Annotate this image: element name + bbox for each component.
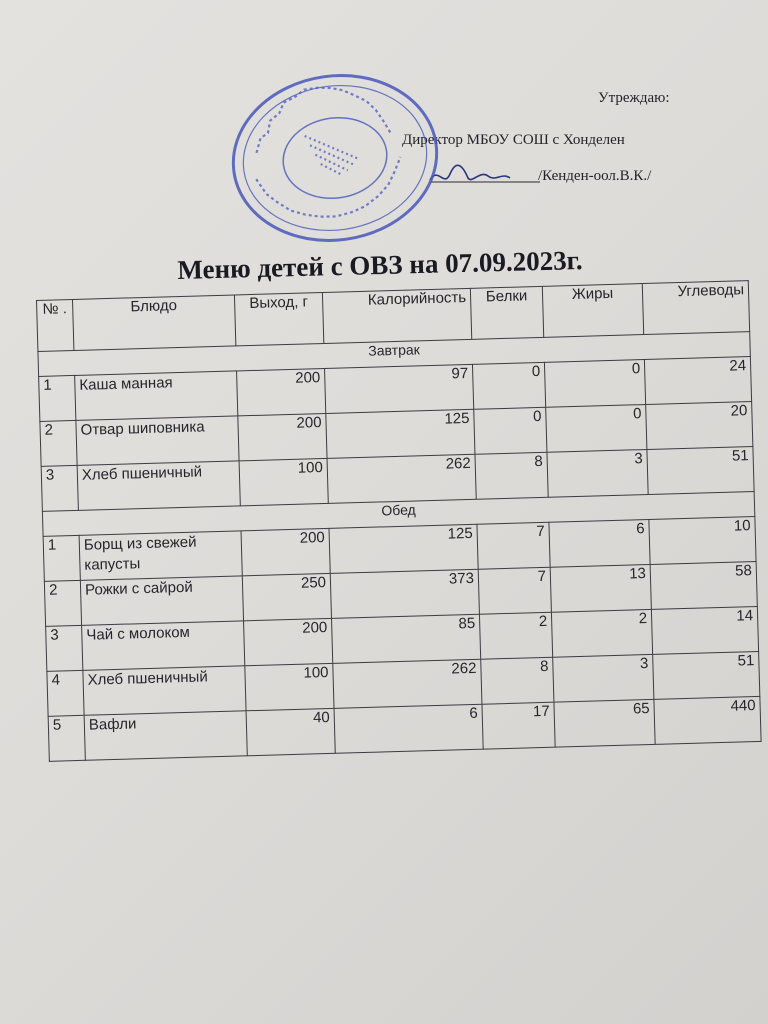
dish-calories: 97 <box>325 364 474 413</box>
dish-output: 200 <box>241 528 330 575</box>
section-title: Завтрак <box>38 332 750 377</box>
dish-number: 3 <box>46 625 83 671</box>
dish-calories: 262 <box>327 454 476 503</box>
header-protein: Белки <box>470 286 543 339</box>
menu-title: Меню детей с ОВЗ на 07.09.2023г. <box>177 245 583 285</box>
dish-output: 100 <box>245 663 334 710</box>
dish-calories: 262 <box>333 659 482 708</box>
dish-output: 200 <box>237 368 326 415</box>
dish-number: 1 <box>39 375 76 421</box>
dish-carbs: 10 <box>649 517 756 565</box>
dish-protein: 0 <box>472 362 545 409</box>
dish-name: Каша манная <box>75 371 238 421</box>
dish-protein: 17 <box>482 702 555 749</box>
dish-fat: 65 <box>554 699 655 747</box>
school-seal-stamp <box>217 58 453 258</box>
dish-output: 250 <box>242 573 331 620</box>
dish-name: Вафли <box>84 711 247 761</box>
dish-name: Хлеб пшеничный <box>83 666 246 716</box>
dish-protein: 8 <box>481 657 554 704</box>
header-dish: Блюдо <box>72 295 235 351</box>
dish-name: Отвар шиповника <box>76 416 239 466</box>
dish-protein: 0 <box>474 407 547 454</box>
dish-carbs: 51 <box>653 651 760 699</box>
dish-name: Хлеб пшеничный <box>77 461 240 511</box>
dish-number: 4 <box>47 670 84 716</box>
dish-calories: 125 <box>329 524 478 573</box>
dish-calories: 85 <box>332 614 481 663</box>
dish-calories: 125 <box>326 409 475 458</box>
dish-number: 3 <box>41 465 78 511</box>
dish-carbs: 51 <box>647 447 754 495</box>
dish-fat: 3 <box>547 450 648 498</box>
dish-output: 200 <box>238 413 327 460</box>
dish-name: Борщ из свежей капусты <box>79 531 242 581</box>
dish-number: 2 <box>44 580 81 626</box>
header-output: Выход, г <box>234 293 323 346</box>
header-calories: Калорийность <box>322 288 471 343</box>
dish-output: 40 <box>246 708 335 755</box>
dish-number: 5 <box>48 715 85 761</box>
dish-fat: 13 <box>550 564 651 612</box>
dish-name: Чай с молоком <box>82 621 245 671</box>
menu-table-body <box>38 332 761 762</box>
dish-protein: 7 <box>478 567 551 614</box>
dish-number: 2 <box>40 420 77 466</box>
dish-carbs: 14 <box>651 606 758 654</box>
dish-output: 200 <box>244 618 333 665</box>
section-title: Обед <box>42 492 754 537</box>
dish-fat: 6 <box>549 519 650 567</box>
dish-carbs: 58 <box>650 561 757 609</box>
dish-protein: 2 <box>479 612 552 659</box>
header-carbs: Углеводы <box>642 281 749 335</box>
dish-carbs: 24 <box>644 357 751 405</box>
dish-output: 100 <box>239 458 328 505</box>
dish-fat: 0 <box>544 360 645 408</box>
dish-protein: 7 <box>477 522 550 569</box>
dish-carbs: 440 <box>654 696 761 744</box>
dish-fat: 2 <box>551 609 652 657</box>
menu-table <box>36 280 762 762</box>
approve-label: Утреждаю: <box>598 90 670 106</box>
dish-number: 1 <box>43 535 80 581</box>
dish-calories: 373 <box>330 569 479 618</box>
director-line: Директор МБОУ СОШ с Хонделен <box>402 132 625 148</box>
signature-name: /Кенден-оол.В.К./ <box>538 168 652 184</box>
header-number: № . <box>37 299 74 351</box>
dish-carbs: 20 <box>646 402 753 450</box>
dish-name: Рожки с сайрой <box>80 576 243 626</box>
dish-calories: 6 <box>334 704 483 753</box>
header-fat: Жиры <box>542 284 643 338</box>
dish-fat: 0 <box>546 405 647 453</box>
dish-fat: 3 <box>553 654 654 702</box>
dish-protein: 8 <box>475 452 548 499</box>
